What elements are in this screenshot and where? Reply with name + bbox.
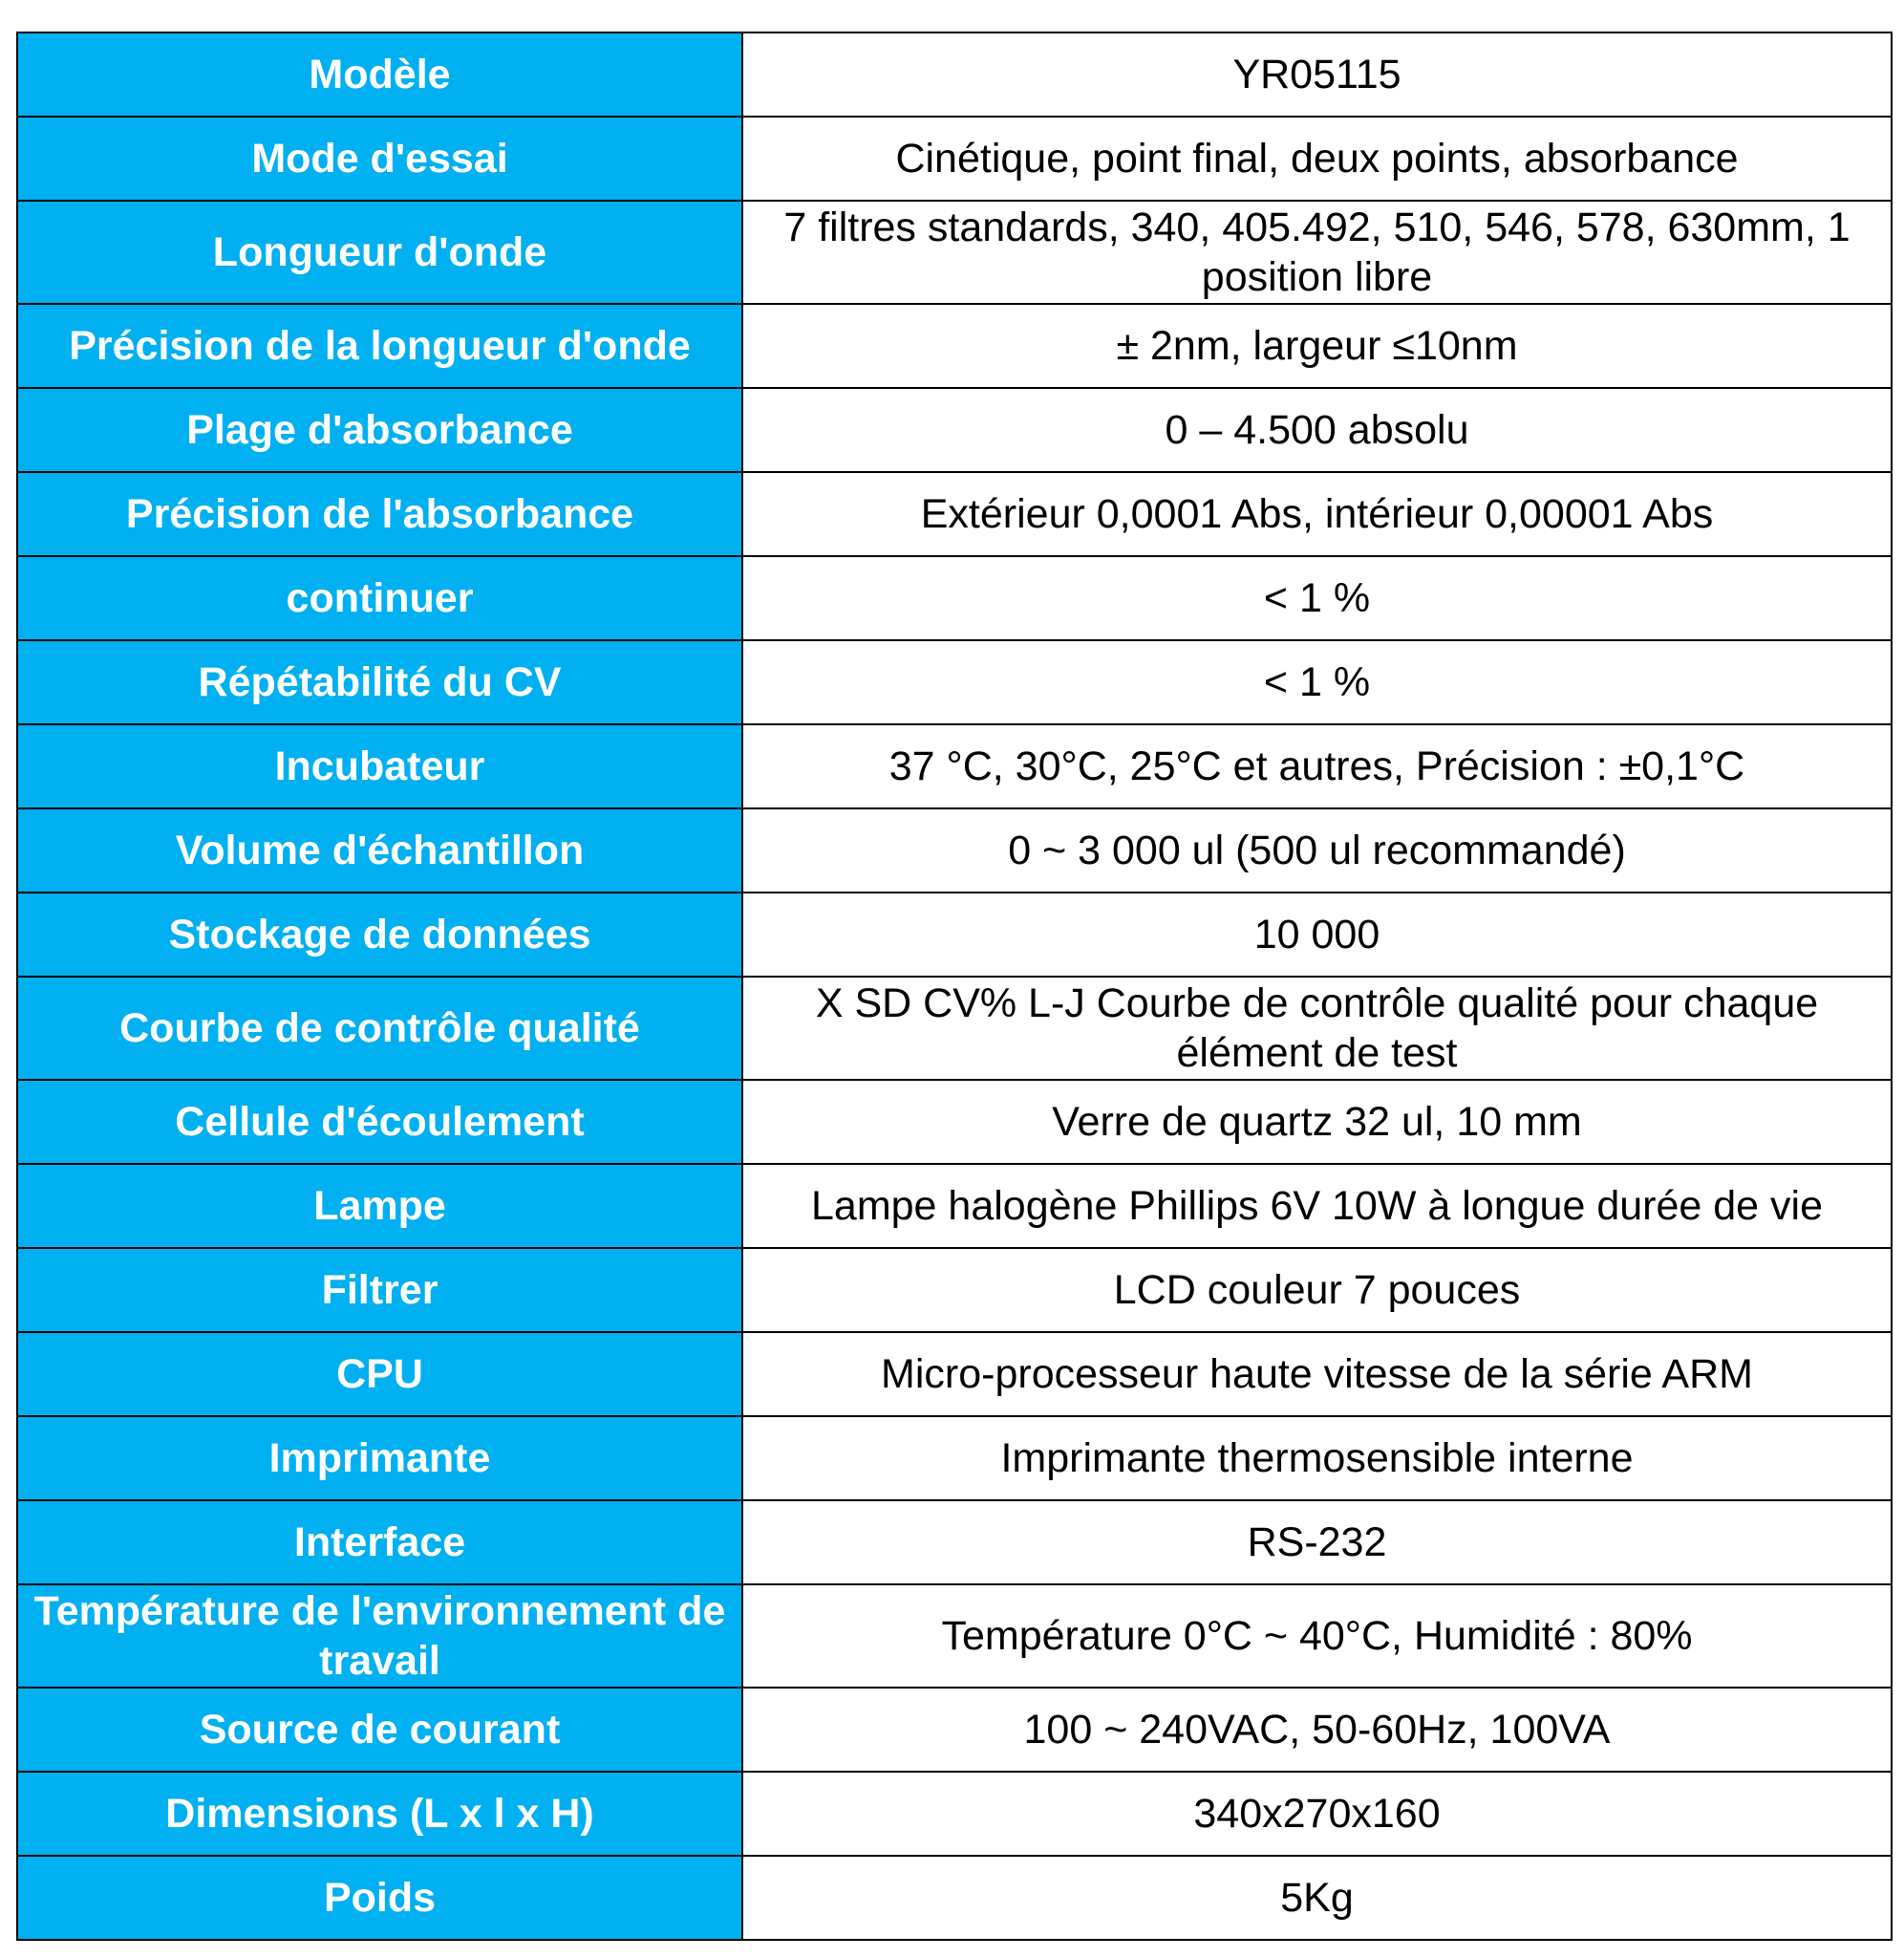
spec-row <box>17 1772 1892 1856</box>
spec-label-test-mode: Mode d'essai <box>17 117 742 201</box>
spec-value-interface: RS-232 <box>742 1500 1892 1584</box>
spec-label-weight: Poids <box>17 1856 742 1940</box>
spec-row <box>17 640 1892 724</box>
spec-value-power-source: 100 ~ 240VAC, 50-60Hz, 100VA <box>742 1688 1892 1772</box>
spec-label-printer: Imprimante <box>17 1416 742 1500</box>
spec-row <box>17 472 1892 556</box>
spec-value-data-storage: 10 000 <box>742 893 1892 977</box>
spec-label-continue: continuer <box>17 556 742 640</box>
spec-value-model: YR05115 <box>742 32 1892 117</box>
spec-label-interface: Interface <box>17 1500 742 1584</box>
spec-label-wavelength-accuracy: Précision de la longueur d'onde <box>17 304 742 388</box>
spec-row <box>17 201 1892 304</box>
spec-row <box>17 1584 1892 1688</box>
spec-label-dimensions: Dimensions (L x l x H) <box>17 1772 742 1856</box>
spec-row <box>17 724 1892 808</box>
spec-row <box>17 117 1892 201</box>
spec-label-working-temperature: Température de l'environnement de travail <box>17 1584 742 1688</box>
spec-label-data-storage: Stockage de données <box>17 893 742 977</box>
spec-value-test-mode: Cinétique, point final, deux points, absorbance <box>742 117 1892 201</box>
spec-value-dimensions: 340x270x160 <box>742 1772 1892 1856</box>
spec-value-absorbance-range: 0 – 4.500 absolu <box>742 388 1892 472</box>
spec-value-continue: < 1 % <box>742 556 1892 640</box>
spec-row <box>17 893 1892 977</box>
spec-label-sample-volume: Volume d'échantillon <box>17 808 742 893</box>
spec-value-cv-repeatability: < 1 % <box>742 640 1892 724</box>
spec-value-wavelength-accuracy: ± 2nm, largeur ≤10nm <box>742 304 1892 388</box>
spec-label-lamp: Lampe <box>17 1164 742 1248</box>
spec-row <box>17 304 1892 388</box>
spec-row <box>17 1332 1892 1416</box>
spec-label-incubator: Incubateur <box>17 724 742 808</box>
spec-row <box>17 977 1892 1080</box>
spec-row <box>17 1688 1892 1772</box>
spec-row <box>17 1416 1892 1500</box>
spec-value-qc-curve: X SD CV% L-J Courbe de contrôle qualité pour chaque élément de test <box>742 977 1892 1080</box>
spec-label-qc-curve: Courbe de contrôle qualité <box>17 977 742 1080</box>
spec-label-model: Modèle <box>17 32 742 117</box>
spec-label-flow-cell: Cellule d'écoulement <box>17 1080 742 1164</box>
spec-row <box>17 1080 1892 1164</box>
specification-table <box>16 32 1893 1941</box>
spec-row <box>17 32 1892 117</box>
spec-value-cpu: Micro-processeur haute vitesse de la série ARM <box>742 1332 1892 1416</box>
spec-value-weight: 5Kg <box>742 1856 1892 1940</box>
spec-row <box>17 1164 1892 1248</box>
spec-value-lamp: Lampe halogène Phillips 6V 10W à longue durée de vie <box>742 1164 1892 1248</box>
spec-row <box>17 1248 1892 1332</box>
spec-label-absorbance-accuracy: Précision de l'absorbance <box>17 472 742 556</box>
spec-value-flow-cell: Verre de quartz 32 ul, 10 mm <box>742 1080 1892 1164</box>
spec-value-wavelength: 7 filtres standards, 340, 405.492, 510, 546, 578, 630mm, 1 position libre <box>742 201 1892 304</box>
spec-value-working-temperature: Température 0°C ~ 40°C, Humidité : 80% <box>742 1584 1892 1688</box>
spec-label-cpu: CPU <box>17 1332 742 1416</box>
spec-value-display: LCD couleur 7 pouces <box>742 1248 1892 1332</box>
spec-value-absorbance-accuracy: Extérieur 0,0001 Abs, intérieur 0,00001 Abs <box>742 472 1892 556</box>
spec-label-power-source: Source de courant <box>17 1688 742 1772</box>
spec-label-absorbance-range: Plage d'absorbance <box>17 388 742 472</box>
spec-label-display: Filtrer <box>17 1248 742 1332</box>
spec-row <box>17 556 1892 640</box>
spec-row <box>17 388 1892 472</box>
spec-value-sample-volume: 0 ~ 3 000 ul (500 ul recommandé) <box>742 808 1892 893</box>
spec-row <box>17 1856 1892 1940</box>
spec-row <box>17 808 1892 893</box>
spec-label-cv-repeatability: Répétabilité du CV <box>17 640 742 724</box>
spec-label-wavelength: Longueur d'onde <box>17 201 742 304</box>
spec-value-printer: Imprimante thermosensible interne <box>742 1416 1892 1500</box>
spec-value-incubator: 37 °C, 30°C, 25°C et autres, Précision : ±0,1°C <box>742 724 1892 808</box>
spec-row <box>17 1500 1892 1584</box>
